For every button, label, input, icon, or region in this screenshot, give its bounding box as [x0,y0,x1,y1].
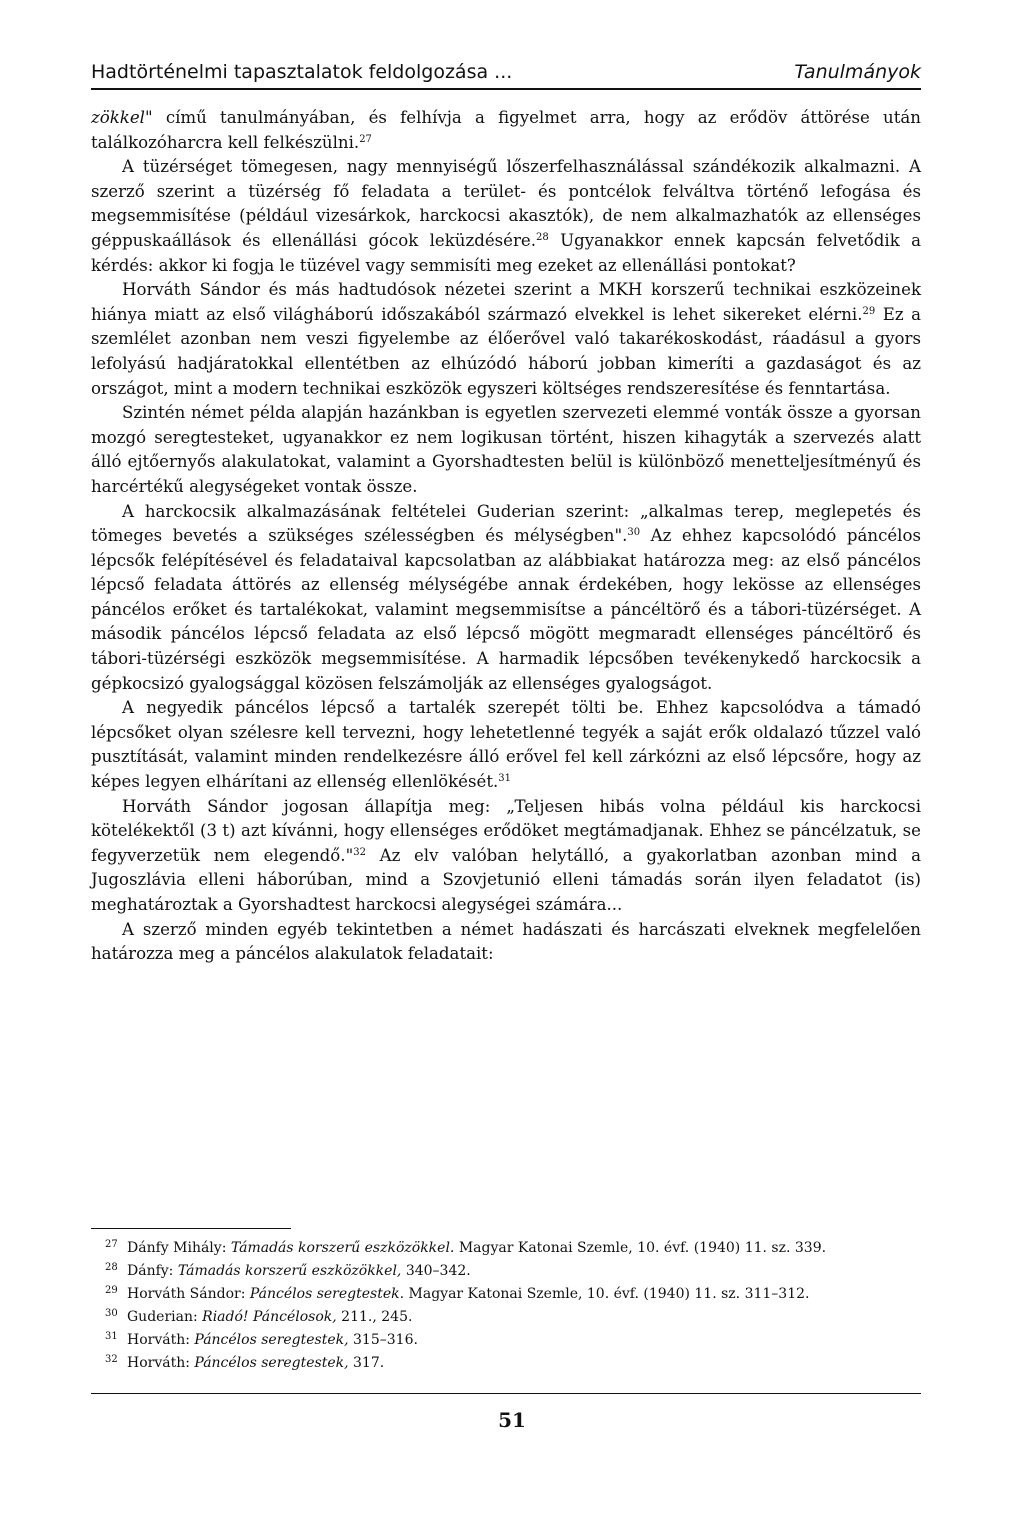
text-run: 315–316. [348,1332,418,1348]
text-run: 340–342. [401,1263,471,1279]
footnote-text [127,1240,826,1256]
text-run: Horváth: [127,1332,195,1348]
text-run: Magyar Katonai Szemle, 10. évf. (1940) 11. sz. 339. [454,1240,827,1256]
italic-run: Támadás korszerű eszközökkel. [230,1240,455,1256]
paragraph [91,918,921,967]
paragraph [91,278,921,401]
footnote-reference: 31 [498,773,512,785]
text-run: Szintén német példa alapján hazánkban is egyetlen szervezeti elemmé vonták össze a gyorsan mozgó seregtesteket, ugyanakkor ez nem logikusan történt, hiszen kihagyták a szervezés alatt álló ejtőernyős alakulatokat, valamint a Gyorshadtesten belül is különböző menetteljesítményű és harcértékű alegységeket vontak össze. [91,403,921,496]
text-run: Horváth Sándor és más hadtudósok nézetei szerint a MKH korszerű technikai eszközeinek hiánya miatt az első világháború időszakából származó elvekkel is lehet sikereket elérni. [91,280,921,324]
footnote-text [127,1355,384,1371]
text-run: Horváth Sándor: [127,1286,250,1302]
text-run: Horváth: [127,1355,195,1371]
paragraph [91,155,921,278]
text-run: Magyar Katonai Szemle, 10. évf. (1940) 11. sz. 311–312. [404,1286,810,1302]
text-run: 211., 245. [336,1309,413,1325]
paragraph [91,795,921,918]
text-run: Guderian: [127,1309,203,1325]
paragraph [91,500,921,697]
footnote-separator [91,1228,291,1229]
text-run: Dánfy: [127,1263,178,1279]
italic-run: Riadó! Páncélosok, [202,1309,337,1325]
footnote-text [127,1263,471,1279]
running-head-section: Tanulmányok [794,61,921,83]
running-head [91,60,921,90]
footnote: 30 Guderian: Riadó! Páncélosok, 211., 245. [105,1308,413,1325]
text-run: Ez a szemlélet azonban nem veszi figyelembe az élőerővel való takarékoskodást, ráadásul a gyors lefolyású hadjáratokkal ellentétben az elhúzódó háború jobban kimeríti a gazdaságot és az országot, mint a modern technikai eszközök egyszeri költséges rendszeresítése és fenntartása. [91,304,921,398]
footnotes [91,1228,921,1375]
footnote-reference: 32 [353,846,366,858]
footnote: 31 Horváth: Páncélos seregtestek, 315–316. [105,1331,418,1348]
footnote: 29 Horváth Sándor: Páncélos seregtestek. Magyar Katonai Szemle, 10. évf. (1940) 11. sz. 311–312. [105,1285,810,1302]
footnote: 32 Horváth: Páncélos seregtestek, 317. [105,1354,385,1371]
paragraph [91,401,921,499]
body-text [91,106,921,967]
footnote-text [127,1286,809,1302]
text-run: A negyedik páncélos lépcső a tartalék szerepét tölti be. Ehhez kapcsolódva a támadó lépcsőket olyan szélesre kell tervezni, hogy lehetetlenné tegyék a saját erők oldalazó tűzzel való pusztítását, valamint minden rendelkezésre álló erővel fel kell zárkózni az első lépcsőre, hogy az képes legyen elhárítani az ellenség ellenlökését. [91,698,921,792]
paragraph [91,106,921,155]
text-run: A harckocsik alkalmazásának feltételei Guderian szerint: „alkalmas terep, meglepetés és tömeges bevetés a szükséges szélességben és mélységben". [91,501,921,546]
page-number: 51 [498,1408,526,1432]
text-run: A tüzérséget tömegesen, nagy mennyiségű lőszerfelhasználással szándékozik alkalmazni. A szerző szerint a tüzérség fő feladata a terület- és pontcélok felváltva történő lefogása és megsemmisítése (például vizesárkok, harckocsi akasztók), de nem alkalmazhatók az ellenséges géppuskaállások és ellenállási gócok leküzdésére. [91,157,921,250]
text-run: Az ehhez kapcsolódó páncélos lépcsők felépítésével és feladataival kapcsolatban az alábbiakat határozza meg: az első páncélos lépcső feladata áttörés az ellenség mélységébe annak érdekében, hogy lekösse az ellenséges páncélos erőket és tartalékokat, valamint megsemmisítse a páncéltörő és a tábori-tüzérséget. A második páncélos lépcső feladata az első lépcső mögött megmaradt ellenséges páncéltörő és tábori-tüzérségi eszközök megsemmisítése. A harmadik lépcsőben tevékenykedő harckocsik a gépkocsizó gyalogsággal közösen felszámolják az ellenséges gyalogságot. [91,526,921,693]
footer-rule [91,1393,921,1394]
paragraph [91,696,921,794]
text-run: 317. [348,1355,385,1371]
footnote-reference: 28 [536,231,549,243]
italic-run: Páncélos seregtestek. [249,1286,405,1302]
footnote-text [127,1332,418,1348]
italic-run: Támadás korszerű eszközökkel, [177,1263,402,1279]
text-run: A szerző minden egyéb tekintetben a német hadászati és harcászati elveknek megfelelően határozza meg a páncélos alakulatok feladatait: [91,919,921,964]
running-head-title: Hadtörténelmi tapasztalatok feldolgozása ... [91,61,513,83]
footnote-reference: 29 [862,305,876,317]
footnote-reference: 30 [627,527,641,539]
italic-run: Páncélos seregtestek, [194,1355,349,1371]
text-run: című tanulmányában, és felhívja a figyelmet arra, hogy az erődöv áttörése után találkozóharcra kell felkészülni. [91,108,921,152]
italic-run: Páncélos seregtestek, [194,1332,349,1348]
footnote-reference: 27 [359,133,372,145]
footnote: 27 Dánfy Mihály: Támadás korszerű eszközökkel. Magyar Katonai Szemle, 10. évf. (1940) 11. sz. 339. [105,1239,827,1256]
footnote-text [127,1309,412,1325]
text-run: Horváth Sándor jogosan állapítja meg: „Teljesen hibás volna például kis harckocsi kötelékektől (3 t) azt kívánni, hogy ellenséges erődöket megtámadjanak. Ehhez se páncélzatuk, se fegyverzetük nem elegendő." [91,796,921,865]
footnote: 28 Dánfy: Támadás korszerű eszközökkel, 340–342. [105,1262,471,1279]
text-run: Ugyanakkor ennek kapcsán felvetődik a kérdés: akkor ki fogja le tüzével vagy semmisíti meg ezeket az ellenállási pontokat? [91,230,921,275]
text-run: Dánfy Mihály: [127,1240,231,1256]
text-run: Az elv valóban helytálló, a gyakorlatban azonban mind a Jugoszlávia elleni háborúban, mind a Szovjetunió elleni támadás során ilyen feladatot (is) meghatároztak a Gyorshadtest harckocsi alegységei számára... [91,845,921,914]
page [91,60,921,967]
italic-run: zökkel" [91,108,153,127]
